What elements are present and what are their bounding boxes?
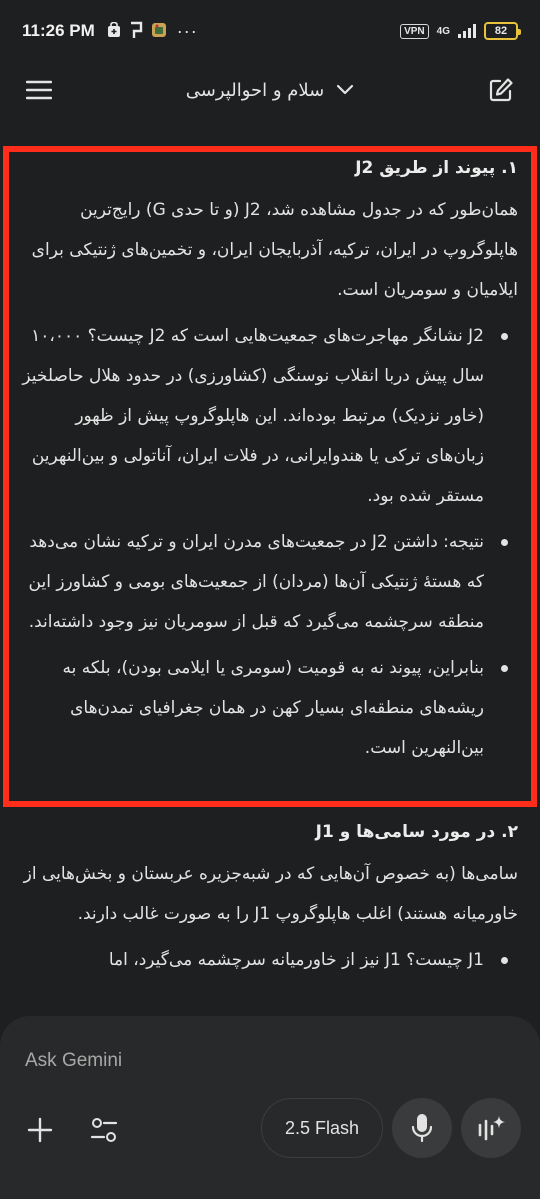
section-1 — [18, 154, 518, 774]
network-type: 4G — [436, 25, 450, 37]
battery-level: 82 — [494, 25, 508, 37]
chat-title-dropdown[interactable] — [186, 80, 354, 101]
app-icon — [151, 22, 167, 41]
hamburger-menu-icon[interactable] — [24, 75, 54, 105]
section-2-intro: سامی‌ها (به خصوص آن‌هایی که در شبه‌جزیره عربستان و بخش‌هایی از خاورمیانه هستند) اغلب هاپلوگروپ J1 را به صورت غالب دارند. — [23, 864, 518, 924]
status-bar — [0, 0, 540, 62]
model-selector-button[interactable]: 2.5 Flash — [261, 1098, 383, 1158]
vpn-badge: VPN — [400, 24, 429, 39]
list-item: نتیجه: داشتن J2 در جمعیت‌های مدرن ایران و ترکیه نشان می‌دهد که هستهٔ ژنتیکی آن‌ها (مردان) از جمعیت‌های بومی و کشاورز این منطقه سرچشمه می‌گیرد که قبل از سومریان نیز وجود داشته‌اند. — [18, 522, 518, 642]
overflow-dots: ··· — [176, 20, 198, 41]
top-app-bar — [0, 62, 540, 118]
section-1-list — [18, 316, 518, 768]
notification-icons — [107, 21, 198, 42]
battery-icon — [484, 22, 518, 40]
p-app-icon — [129, 21, 143, 42]
list-item: J1 چیست؟ J1 نیز از خاورمیانه سرچشمه می‌گیرد، اما — [18, 940, 518, 980]
chat-title: سلام و احوالپرسی — [185, 79, 325, 101]
status-time: 11:26 PM — [22, 21, 95, 40]
live-sparkle-icon[interactable] — [461, 1098, 521, 1158]
list-item: بنابراین، پیوند نه به قومیت (سومری یا ایلامی بودن)، بلکه به ریشه‌های منطقه‌ای بسیار کهن در همان جغرافیای تمدن‌های بین‌النهرین است. — [18, 648, 518, 768]
chevron-down-icon — [336, 81, 354, 100]
section-2 — [18, 818, 518, 986]
signal-icon — [458, 24, 476, 38]
input-panel — [0, 1016, 540, 1199]
section-2-heading: ۲. در مورد سامی‌ها و J1 — [315, 822, 518, 842]
response-content — [0, 138, 540, 1038]
new-chat-icon[interactable] — [486, 75, 516, 105]
plus-icon[interactable] — [20, 1110, 60, 1150]
section-1-heading: ۱. پیوند از طریق J2 — [355, 158, 518, 178]
section-1-intro: همان‌طور که در جدول مشاهده شد، J2 (و تا حدی G) رایج‌ترین هاپلوگروپ در ایران، ترکیه، آذربایجان ایران، و تخمین‌های ژنتیکی برای ایلامیان و سومریان است. — [31, 200, 518, 300]
tune-icon[interactable] — [84, 1110, 124, 1150]
section-2-list — [18, 940, 518, 980]
prompt-input[interactable]: Ask Gemini — [25, 1050, 123, 1071]
list-item: J2 نشانگر مهاجرت‌های جمعیت‌هایی است که J2 چیست؟ ۱۰،۰۰۰ سال پیش دربا انقلاب نوسنگی (کشاورزی) در حدود هلال حاصلخیز (خاور نزدیک) مرتبط بوده‌اند. این هاپلوگروپ پیش از ظهور زبان‌های ترکی یا هندوایرانی، در فلات ایران، آناتولی و بین‌النهرین مستقر شده بود. — [18, 316, 518, 516]
bag-icon — [107, 22, 121, 41]
mic-icon[interactable] — [392, 1098, 452, 1158]
